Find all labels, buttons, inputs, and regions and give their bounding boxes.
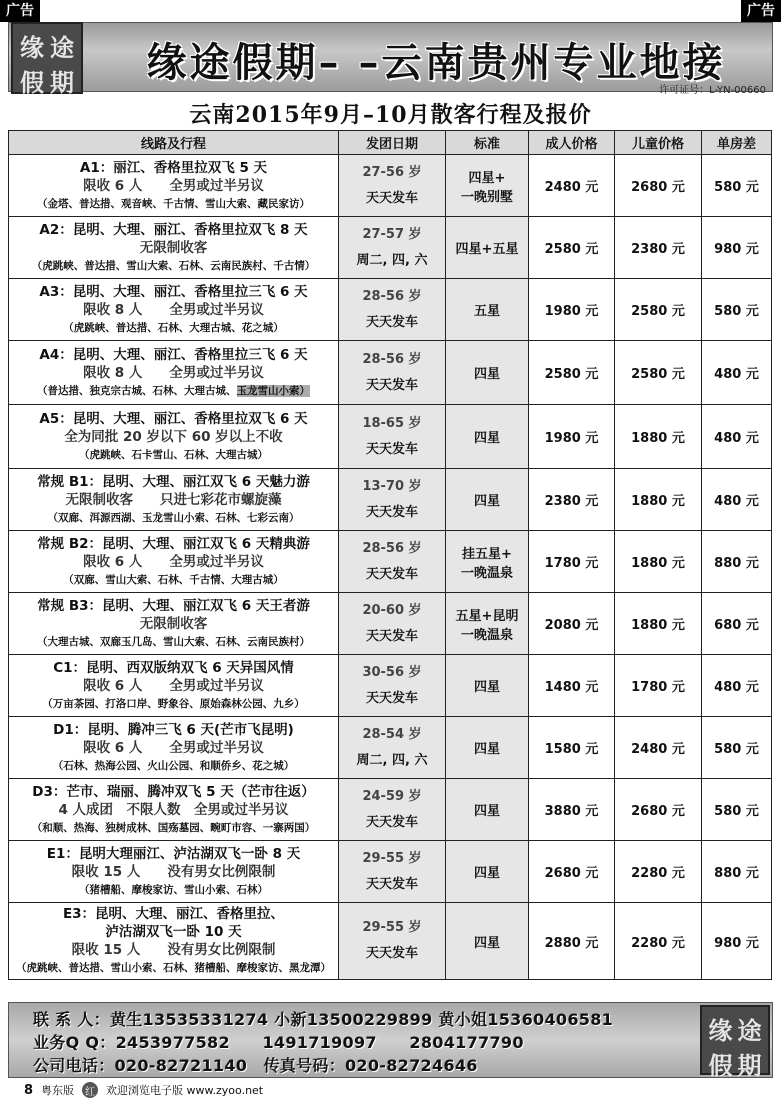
single-supplement: 480 元 [702,405,772,469]
page-title: 缘途假期– –云南贵州专业地接 [146,39,726,86]
table-row [9,217,772,279]
departure-frequency: 天天发车 [365,314,418,330]
single-supplement: 580 元 [702,779,772,841]
standard-line: 五星 [473,304,500,319]
route-limit: 4 人成团 不限人数 全男或过半另议 [58,801,289,818]
adult-price: 1580 元 [529,717,615,779]
standard-line: 四星 [473,367,500,382]
route-limit: 无限制收客 [139,615,208,632]
standard-line: 四星 [473,742,500,757]
table-row [9,717,772,779]
table-row [9,593,772,655]
single-supplement: 480 元 [702,655,772,717]
standard-cell [446,405,529,469]
brand-logo-seal [11,22,83,97]
route-name: A5：昆明、大理、丽江、香格里拉双飞 6 天 [39,410,308,427]
route-limit: 限收 8 人 全男或过半另议 [83,364,264,381]
departure-frequency: 天天发车 [365,946,418,961]
adult-price: 2580 元 [529,217,615,279]
route-limit: 限收 15 人 没有男女比例限制 [71,942,276,958]
column-header-adult-price: 成人价格 [529,131,615,155]
adult-price: 2080 元 [529,593,615,655]
route-spots-text: （石林、热海公园、火山公园、和顺侨乡、花之城） [52,759,295,772]
date-cell [339,469,446,531]
departure-frequency: 天天发车 [365,441,418,457]
adult-price: 2880 元 [529,903,615,980]
table-row [9,531,772,593]
standard-cell [446,531,529,593]
standard-cell [446,155,529,217]
page-footer [24,1082,263,1098]
route-spots [13,695,334,713]
age-range: 28-56 岁 [362,540,422,556]
child-price: 2280 元 [615,903,702,980]
child-price: 2280 元 [615,841,702,903]
table-row [9,279,772,341]
departure-frequency: 天天发车 [365,690,418,706]
route-cell [9,469,339,531]
child-price: 1880 元 [615,593,702,655]
standard-cell [446,903,529,980]
table-row [9,405,772,469]
standard-line: 一晚温泉 [460,627,513,643]
route-cell [9,593,339,655]
logo-char: 期 [737,1051,762,1080]
adult-price: 1980 元 [529,279,615,341]
route-name: A4：昆明、大理、丽江、香格里拉三飞 6 天 [39,346,308,363]
route-limit: 限收 6 人 全男或过半另议 [83,677,264,694]
departure-frequency: 周二, 四, 六 [356,252,428,268]
departure-frequency: 天天发车 [365,190,418,206]
contact-qq: 业务Q Q：2453977582 1491719097 2804177790 [33,1033,524,1052]
route-spots [13,446,334,464]
route-cell [9,717,339,779]
logo-char: 途 [737,1016,762,1045]
logo-char: 缘 [708,1016,733,1045]
date-cell [339,717,446,779]
departure-frequency: 天天发车 [365,876,418,892]
single-supplement: 880 元 [702,531,772,593]
single-supplement: 480 元 [702,469,772,531]
date-cell [339,593,446,655]
standard-cell [446,779,529,841]
age-range: 27-57 岁 [362,226,422,242]
route-spots [13,382,334,400]
route-name: E1：昆明大理丽江、泸沽湖双飞一卧 8 天 [46,845,301,862]
route-spots-text: （双廊、雪山大索、石林、千古情、大理古城） [63,573,284,586]
departure-frequency: 天天发车 [365,504,418,520]
single-supplement: 580 元 [702,279,772,341]
standard-cell [446,593,529,655]
route-cell [9,903,339,980]
standard-line: 四星 [473,494,500,509]
date-cell [339,341,446,405]
departure-frequency: 天天发车 [365,814,418,830]
route-name: D1：昆明、腾冲三飞 6 天(芒市飞昆明) [53,721,294,738]
table-row [9,155,772,217]
adult-price: 2480 元 [529,155,615,217]
table-row [9,903,772,980]
date-cell [339,531,446,593]
contact-persons: 联 系 人：黄生13535331274 小新13500229899 黄小姐15360406581 [33,1010,614,1029]
departure-frequency: 天天发车 [365,628,418,644]
route-spots-text: （大理古城、双廊玉几岛、雪山大索、石林、云南民族村） [37,635,310,648]
logo-char: 假 [708,1051,733,1080]
website-text: 欢迎浏览电子版 www.zyoo.net [106,1084,264,1097]
route-cell [9,217,339,279]
ad-label-left: 广告 [0,0,40,22]
age-range: 27-56 岁 [362,164,422,180]
standard-line: 四星 [473,431,500,446]
single-supplement: 980 元 [702,217,772,279]
standard-cell [446,341,529,405]
date-cell [339,217,446,279]
route-spots [13,257,334,275]
single-supplement: 580 元 [702,155,772,217]
standard-line: 四星 [473,804,500,819]
header-banner [8,22,773,97]
child-price: 2680 元 [615,779,702,841]
single-supplement: 480 元 [702,341,772,405]
departure-frequency: 周二, 四, 六 [356,752,428,768]
itinerary-subtitle: 云南2015年9月–10月散客行程及报价 [189,102,592,128]
route-name: D3：芒市、瑞丽、腾冲双飞 5 天（芒市往返） [32,783,315,800]
child-price: 1880 元 [615,531,702,593]
age-range: 13-70 岁 [362,478,422,494]
age-range: 28-56 岁 [362,288,422,304]
date-cell [339,779,446,841]
contact-phone-fax: 公司电话：020-82721140 传真号码：020-82724646 [33,1056,478,1075]
standard-line: 四星 [473,680,500,695]
route-limit: 限收 6 人 全男或过半另议 [83,177,264,194]
itinerary-price-table [8,130,772,980]
route-spots-text: （万亩茶园、打洛口岸、野象谷、原始森林公园、九乡） [42,697,305,710]
route-spots-text: （金塔、普达措、观音峡、千古情、雪山大索、藏民家访） [37,197,310,210]
adult-price: 3880 元 [529,779,615,841]
child-price: 2380 元 [615,217,702,279]
page-number: 8 [24,1082,34,1098]
route-name: E3：昆明、大理、丽江、香格里拉、 [62,906,285,922]
logo-char: 缘 [20,33,44,62]
adult-price: 2680 元 [529,841,615,903]
route-spots [13,881,334,899]
route-cell [9,655,339,717]
child-price: 2480 元 [615,717,702,779]
age-range: 28-54 岁 [362,726,422,742]
logo-char: 假 [20,68,44,97]
standard-cell [446,469,529,531]
standard-cell [446,279,529,341]
route-spots-text: （虎跳峡、普达措、石林、大理古城、花之城） [63,321,284,334]
single-supplement: 580 元 [702,717,772,779]
column-header-child-price: 儿童价格 [615,131,702,155]
table-row [9,341,772,405]
route-limit: 无限制收客 [139,239,208,256]
route-spots-text: （虎跳峡、普达措、雪山大索、石林、云南民族村、千古情） [31,259,316,272]
date-cell [339,279,446,341]
route-cell [9,405,339,469]
age-range: 29-55 岁 [362,850,422,866]
table-row [9,655,772,717]
edition-badge-icon: 红 [82,1082,98,1098]
date-cell [339,655,446,717]
route-name-cont: 泸沽湖双飞一卧 10 天 [105,924,242,940]
standard-cell [446,217,529,279]
logo-char: 期 [50,68,74,97]
license-number: 许可证号：L-YN-00660 [659,85,766,96]
brand-logo-seal-bottom [700,1005,770,1080]
date-cell [339,841,446,903]
age-range: 24-59 岁 [362,788,422,804]
route-spots-text: （普达措、独克宗古城、石林、大理古城、 [37,384,237,397]
table-row [9,469,772,531]
adult-price: 1980 元 [529,405,615,469]
route-limit: 全为同批 20 岁以下 60 岁以上不收 [64,428,283,445]
departure-frequency: 天天发车 [365,566,418,582]
route-limit: 限收 15 人 没有男女比例限制 [71,863,276,880]
table-header-row [9,131,772,155]
departure-frequency: 天天发车 [365,377,418,393]
route-limit: 限收 6 人 全男或过半另议 [83,739,264,756]
single-supplement: 980 元 [702,903,772,980]
single-supplement: 680 元 [702,593,772,655]
route-limit: 限收 8 人 全男或过半另议 [83,301,264,318]
standard-line: 四星 [473,935,500,951]
route-cell [9,155,339,217]
date-cell [339,903,446,980]
standard-cell [446,655,529,717]
route-spots [13,959,334,977]
route-cell [9,279,339,341]
route-spots [13,571,334,589]
child-price: 2580 元 [615,341,702,405]
route-name: C1：昆明、西双版纳双飞 6 天异国风情 [53,659,294,676]
route-spots [13,509,334,527]
route-spots [13,319,334,337]
standard-cell [446,717,529,779]
route-name: A2：昆明、大理、丽江、香格里拉双飞 8 天 [39,221,308,238]
standard-line: 四星+五星 [455,242,519,257]
contact-footer [8,1002,773,1078]
column-header-date: 发团日期 [339,131,446,155]
adult-price: 1780 元 [529,531,615,593]
child-price: 2580 元 [615,279,702,341]
ad-label-right: 广告 [741,0,781,22]
date-cell [339,405,446,469]
standard-line: 四星 [473,866,500,881]
route-name: 常规 B3：昆明、大理、丽江双飞 6 天王者游 [37,597,310,614]
standard-line: 四星+ [468,170,506,186]
age-range: 20-60 岁 [362,602,422,618]
route-spots-text: （猪槽船、摩梭家访、雪山小索、石林） [79,883,268,896]
column-header-single-supplement: 单房差 [702,131,772,155]
age-range: 30-56 岁 [362,664,422,680]
age-range: 18-65 岁 [362,415,422,431]
route-spots [13,757,334,775]
child-price: 1880 元 [615,405,702,469]
child-price: 1780 元 [615,655,702,717]
standard-line: 一晚别墅 [460,189,513,205]
child-price: 1880 元 [615,469,702,531]
standard-cell [446,841,529,903]
adult-price: 2380 元 [529,469,615,531]
route-cell [9,779,339,841]
table-row [9,841,772,903]
age-range: 29-55 岁 [362,920,422,935]
column-header-route: 线路及行程 [9,131,339,155]
age-range: 28-56 岁 [362,351,422,367]
standard-line: 一晚温泉 [460,565,513,581]
route-cell [9,841,339,903]
standard-line: 五星+昆明 [455,608,519,624]
route-spots-text: （和顺、热海、独树成林、国殇墓园、畹町市容、一寨两国） [31,821,316,834]
route-spots-text: （虎跳峡、普达措、雪山小索、石林、猪槽船、摩梭家访、黑龙潭） [16,962,331,974]
route-spots-text: （虎跳峡、石卡雪山、石林、大理古城） [79,448,268,461]
route-spots [13,819,334,837]
route-limit: 限收 6 人 全男或过半另议 [83,553,264,570]
route-spots [13,195,334,213]
route-cell [9,341,339,405]
adult-price: 2580 元 [529,341,615,405]
route-spots-highlight: 玉龙雪山小索） [236,384,310,397]
edition-label: 粤东版 [41,1084,75,1097]
table-row [9,779,772,841]
route-spots-text: （双廊、洱源西湖、玉龙雪山小索、石林、七彩云南） [47,511,300,524]
route-name: A3：昆明、大理、丽江、香格里拉三飞 6 天 [39,283,308,300]
route-limit: 无限制收客 只进七彩花市螺旋藻 [65,491,282,508]
route-cell [9,531,339,593]
adult-price: 1480 元 [529,655,615,717]
child-price: 2680 元 [615,155,702,217]
single-supplement: 880 元 [702,841,772,903]
route-name: A1：丽江、香格里拉双飞 5 天 [79,159,268,176]
standard-line: 挂五星+ [462,546,512,562]
route-spots [13,633,334,651]
route-name: 常规 B1：昆明、大理、丽江双飞 6 天魅力游 [37,473,310,490]
logo-char: 途 [50,33,74,62]
date-cell [339,155,446,217]
route-name: 常规 B2：昆明、大理、丽江双飞 6 天精典游 [37,535,310,552]
column-header-standard: 标准 [446,131,529,155]
